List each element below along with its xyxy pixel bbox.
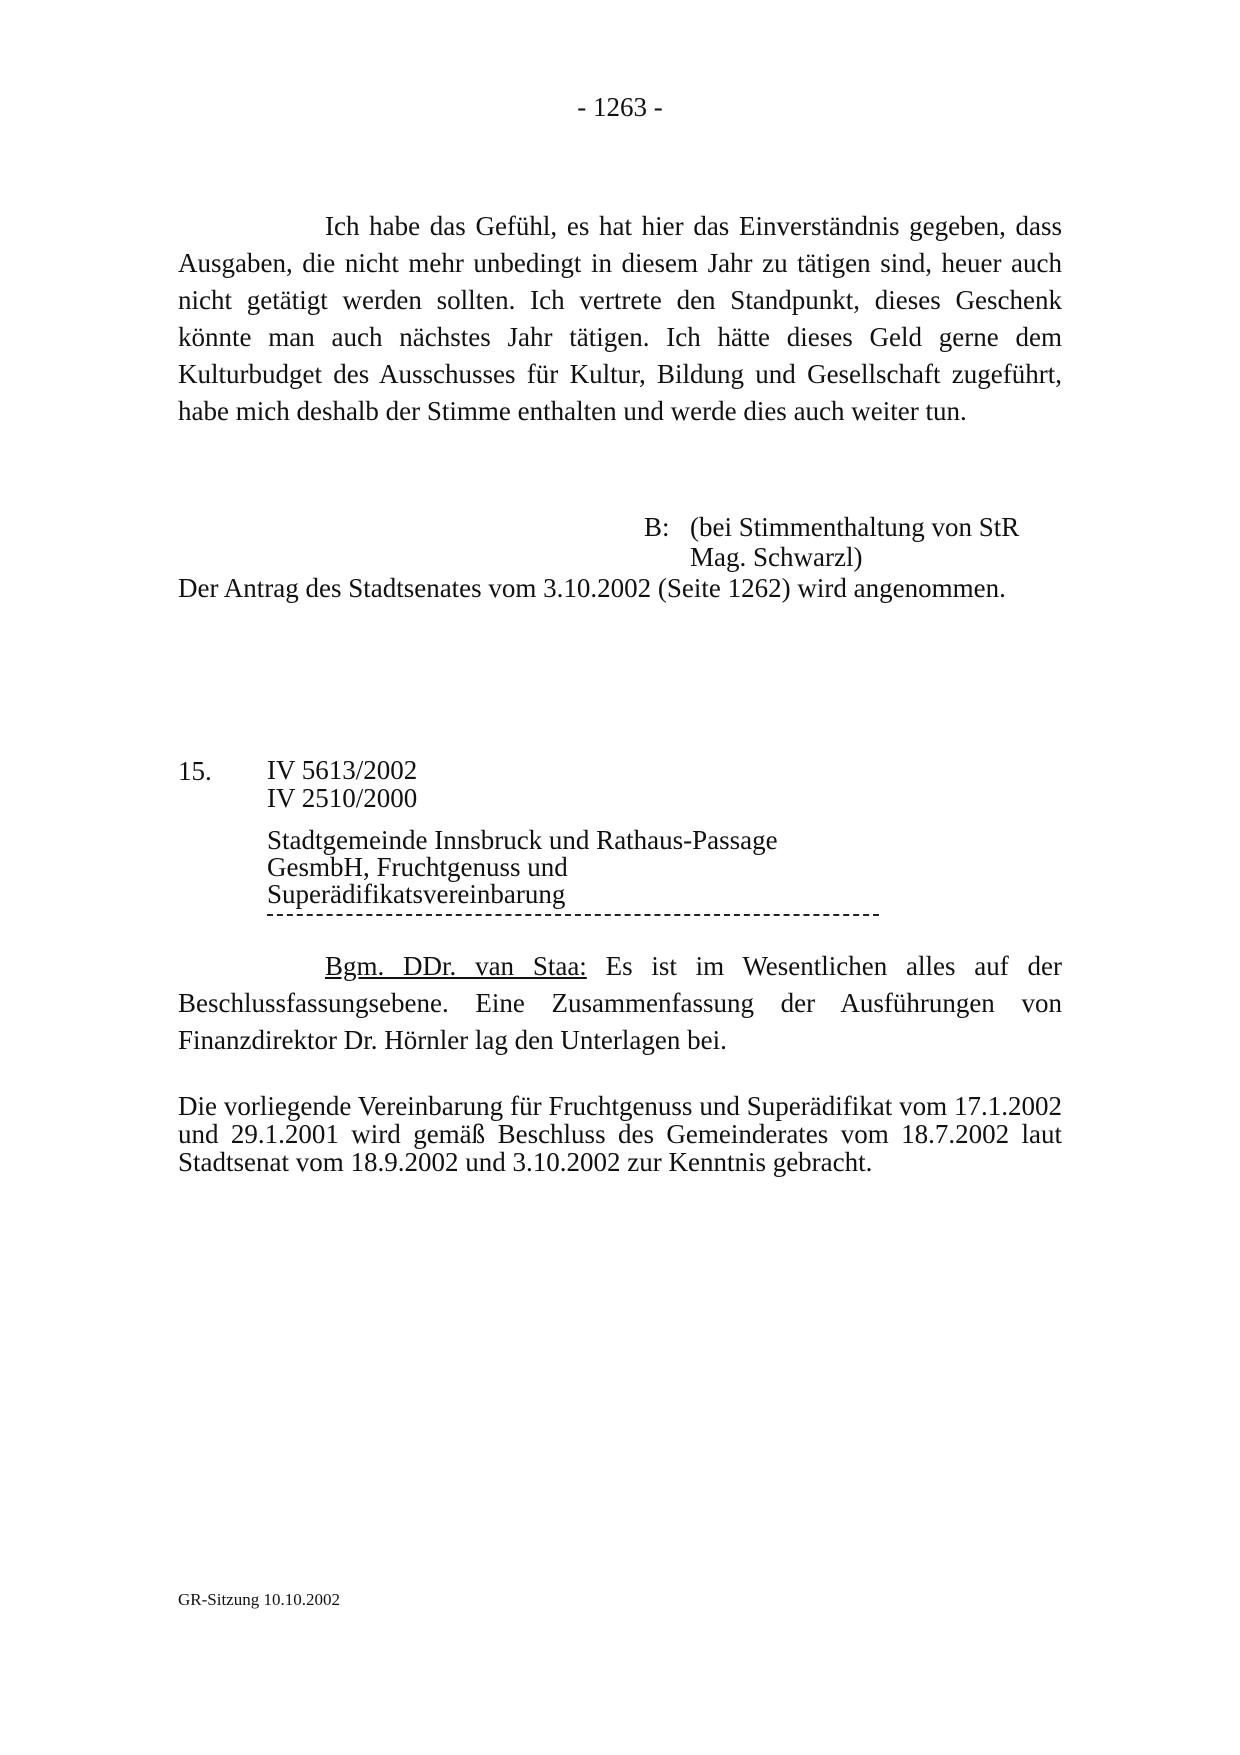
page-number: - 1263 - [577, 92, 663, 122]
agenda-item [267, 756, 879, 916]
resolution-second: Die vorliegende Vereinbarung für Fruchtgenuss und Superädifikat vom 17.1.2002 und 29.1.2001 wird gemäß Beschluss des Gemeinderates vom 18.7.2002 laut Stadtsenat vom 18.9.2002 und 3.10.2002 zur Kenntnis gebracht. [178, 1091, 1062, 1177]
resolution-first-section [178, 574, 1062, 602]
file-reference: IV 5613/2002 [267, 755, 418, 785]
vote-note-line-1: (bei Stimmenthaltung von StR [690, 512, 1020, 542]
resolution-second-section [178, 1092, 1062, 1176]
speech-section [178, 948, 1062, 1059]
speaker-name: Bgm. DDr. van Staa: [325, 951, 587, 981]
file-reference: IV 2510/2000 [267, 783, 418, 813]
agenda-item-number: 15. [178, 756, 212, 786]
footer: GR-Sitzung 10.10.2002 [178, 1590, 340, 1609]
speech-paragraph [178, 948, 1062, 1059]
vote-label: B: [644, 512, 670, 542]
speech-text: Es ist im Wesentlichen alles auf der Beschlussfassungsebene. Eine Zusammenfassung der Ausführungen von Finanzdirektor Dr. Hörnler lag den Unterlagen bei. [178, 951, 1062, 1055]
vote-note-line-2: Mag. Schwarzl) [690, 542, 863, 572]
agenda-item-subject: Stadtgemeinde Innsbruck und Rathaus-Passage GesmbH, Fruchtgenuss und Superädifikatsvereinbarung [267, 825, 778, 909]
vote-note [644, 512, 1019, 572]
separator-line [267, 914, 879, 916]
resolution-first: Der Antrag des Stadtsenates vom 3.10.2002 (Seite 1262) wird angenommen. [178, 573, 1006, 603]
intro-paragraph: Ich habe das Gefühl, es hat hier das Einverständnis gegeben, dass Ausgaben, die nicht mehr unbedingt in diesem Jahr zu tätigen sind, heuer auch nicht getätigt werden sollten. Ich vertrete den Standpunkt, dieses Geschenk könnte man auch nächstes Jahr tätigen. Ich hätte dieses Geld gerne dem Kulturbudget des Ausschusses für Kultur, Bildung und Gesellschaft zugeführt, habe mich deshalb der Stimme enthalten und werde dies auch weiter tun. [178, 211, 1062, 426]
intro-section [178, 208, 1062, 430]
